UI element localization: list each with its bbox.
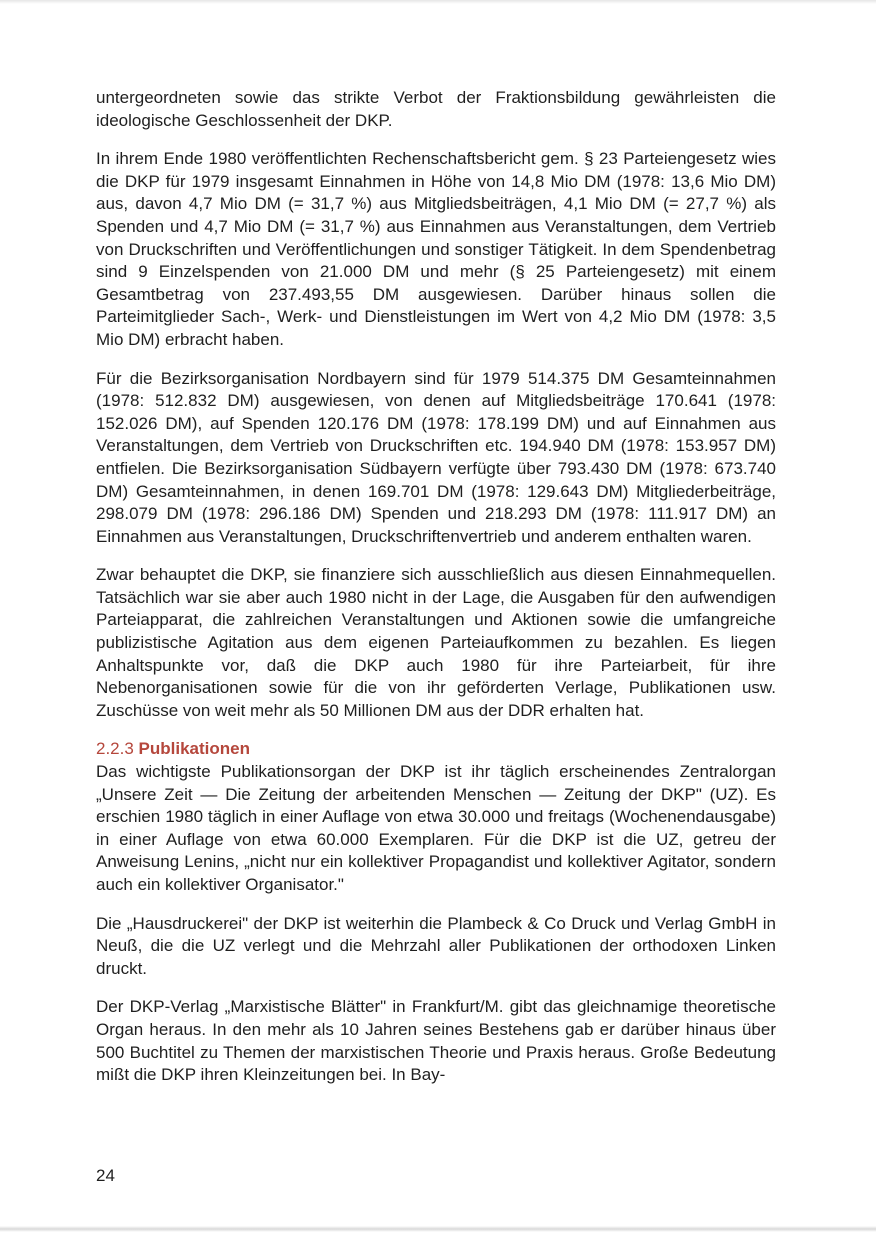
paragraph-financial-report: In ihrem Ende 1980 veröffentlichten Rechenschaftsbericht gem. § 23 Parteiengesetz wies die DKP für 1979 insgesamt Einnahmen in Höhe von 14,8 Mio DM (1978: 13,6 Mio DM) aus, davon 4,7 Mio DM (= 31,7 %) aus Mitgliedsbeiträgen, 4,1 Mio DM (= 27,7 %) als Spenden und 4,7 Mio DM (= 31,7 %) aus Einnahmen aus Veranstaltungen, dem Vertrieb von Druckschriften und Veröffentlichungen und sonstiger Tätigkeit. In dem Spendenbetrag sind 9 Einzelspenden von 21.000 DM und mehr (§ 25 Parteiengesetz) mit einem Gesamtbetrag von 237.493,55 DM ausgewiesen. Darüber hinaus sollen die Parteimitglieder Sach-, Werk- und Dienstleistungen im Wert von 4,2 Mio DM (1978: 3,5 Mio DM) erbracht haben. — [96, 149, 776, 349]
paragraph-printing-house: Die „Hausdruckerei" der DKP ist weiterhin die Plambeck & Co Druck und Verlag GmbH in Neuß, die die UZ verlegt und die Mehrzahl aller Publikationen der orthodoxen Linken druckt. — [96, 913, 776, 978]
section-number: 2.2.3 — [96, 739, 134, 759]
bottom-edge-shadow — [0, 1226, 876, 1232]
paragraph-regional-organisations: Für die Bezirksorganisation Nordbayern sind für 1979 514.375 DM Gesamteinnahmen (1978: 512.832 DM) ausgewiesen, von denen auf Mitgliedsbeiträge 170.641 (1978: 152.026 DM), auf Spenden 120.176 DM (1978: 178.199 DM) und auf Einnahmen aus Veranstaltungen, dem Vertrieb von Druckschriften etc. 194.940 DM (1978: 153.957 DM) entfielen. Die Bezirksorganisation Südbayern verfügte über 793.430 DM (1978: 673.740 DM) Gesamteinnahmen, in denen 169.701 DM (1978: 129.643 DM) Mitgliederbeiträge, 298.079 DM (1978: 296.186 DM) Spenden und 218.293 DM (1978: 111.917 DM) an Einnahmen aus Veranstaltungen, Druckschriftenvertrieb und anderem enthalten waren. — [96, 368, 776, 546]
paragraph-gdr-funding: Zwar behauptet die DKP, sie finanziere sich ausschließlich aus diesen Einnahmequellen. Tatsächlich war sie aber auch 1980 nicht in der Lage, die Ausgaben für den aufwendigen Parteiapparat, die zahlreichen Veranstaltungen und Aktionen sowie die umfangreiche publizistische Agitation aus dem eigenen Parteiaufkommen zu bezahlen. Es liegen Anhaltspunkte vor, daß die DKP auch 1980 für ihre Parteiarbeit, für ihre Nebenorganisationen sowie für die von ihr geförderten Verlage, Publikationen usw. Zuschüsse von weit mehr als 50 Millionen DM aus der DDR erhalten hat. — [96, 565, 776, 720]
paragraph-publishing-house: Der DKP-Verlag „Marxistische Blätter" in Frankfurt/M. gibt das gleichnamige theoretische Organ heraus. In den mehr als 10 Jahren seines Bestehens gab er darüber hinaus über 500 Buchtitel zu Themen der marxistischen Theorie und Praxis heraus. Große Bedeutung mißt die DKP ihren Kleinzeitungen bei. In Bay- — [96, 997, 776, 1085]
paragraph-central-organ: Das wichtigste Publikationsorgan der DKP ist ihr täglich erscheinendes Zentralorgan „Unsere Zeit — Die Zeitung der arbeitenden Menschen — Zeitung der DKP" (UZ). Es erschien 1980 täglich in einer Auflage von etwa 30.000 und freitags (Wochenendausgabe) in einer Auflage von etwa 60.000 Exemplaren. Für die DKP ist die UZ, getreu der Anweisung Lenins, „nicht nur ein kollektiver Propagandist und kollektiver Agitator, sondern auch ein kollektiver Organisator." — [96, 762, 776, 894]
top-edge-shadow — [0, 0, 876, 4]
section-heading — [96, 738, 776, 761]
body-text — [96, 87, 776, 1103]
page-number: 24 — [96, 1166, 115, 1185]
section-title: Publikationen — [138, 739, 251, 759]
paragraph-ideological-cohesion: untergeordneten sowie das strikte Verbot der Fraktionsbildung gewährleisten die ideologische Geschlossenheit der DKP. — [96, 88, 776, 130]
